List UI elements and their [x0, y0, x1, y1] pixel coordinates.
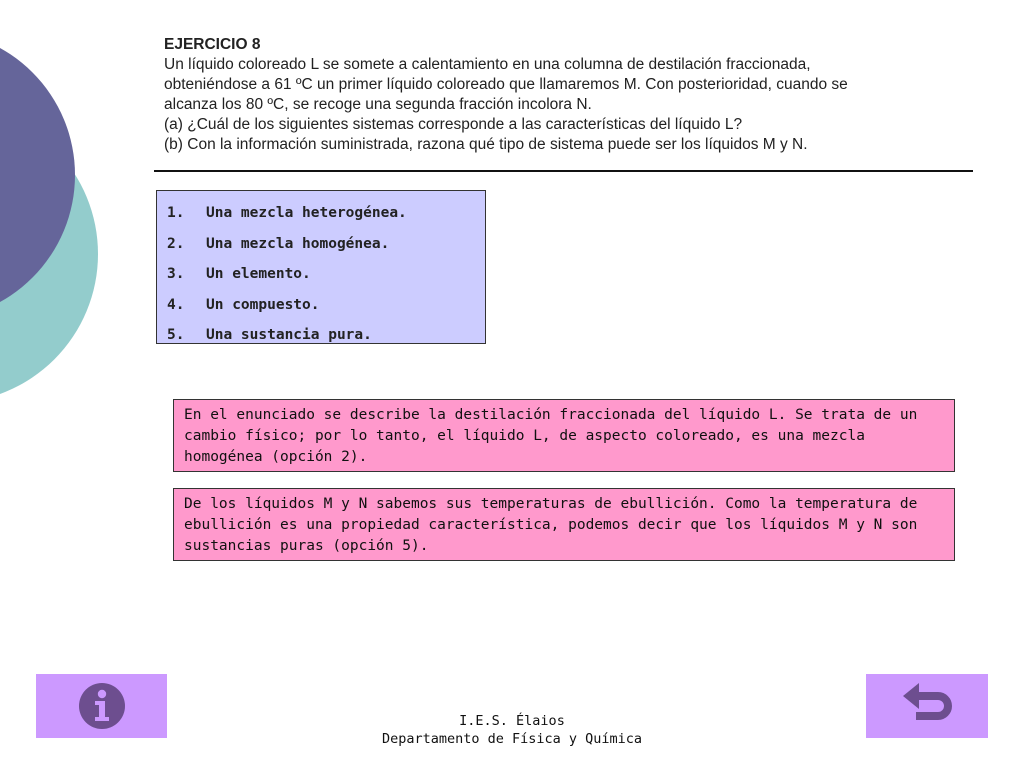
question-a: (a) ¿Cuál de los siguientes sistemas corresponde a las características del líquido L?: [164, 116, 743, 133]
option-number: 5.: [167, 327, 185, 344]
statement-line: Un líquido coloreado L se somete a calentamiento en una columna de destilación fraccionada,: [164, 56, 811, 73]
answer-line: En el enunciado se describe la destilación fraccionada del líquido L. Se trata de un: [184, 407, 918, 423]
question-b: (b) Con la información suministrada, razona qué tipo de sistema puede ser los líquidos M y N.: [164, 136, 808, 153]
info-button[interactable]: [36, 674, 167, 738]
answer-line: homogénea (opción 2).: [184, 449, 368, 465]
option-label: Un compuesto.: [206, 296, 320, 313]
answer-box-a: [173, 399, 955, 472]
answer-box-b: [173, 488, 955, 561]
option-label: Una mezcla heterogénea.: [206, 205, 407, 222]
option-number: 4.: [167, 296, 185, 313]
school-name: I.E.S. Élaios: [459, 713, 565, 729]
options-list: [156, 190, 486, 344]
divider-line: [154, 170, 973, 172]
statement-line: obteniéndose a 61 ºC un primer líquido coloreado que llamaremos M. Con posterioridad, cuando se: [164, 76, 848, 93]
return-button[interactable]: [866, 674, 988, 738]
option-number: 3.: [167, 266, 185, 283]
option-label: Una sustancia pura.: [206, 327, 372, 344]
option-item: [157, 198, 485, 229]
option-label: Un elemento.: [206, 266, 311, 283]
department-name: Departamento de Física y Química: [381, 731, 643, 747]
statement-line: alcanza los 80 ºC, se recoge una segunda fracción incolora N.: [164, 96, 592, 113]
option-label: Una mezcla homogénea.: [206, 235, 390, 252]
return-arrow-icon: [900, 680, 954, 732]
option-number: 1.: [167, 205, 185, 222]
footer: [330, 712, 694, 748]
option-number: 2.: [167, 235, 185, 252]
option-item: [157, 320, 485, 351]
exercise-statement: [164, 35, 984, 155]
answer-line: ebullición es una propiedad característica, podemos decir que los líquidos M y N son: [184, 517, 918, 533]
option-item: [157, 229, 485, 260]
option-item: [157, 259, 485, 290]
exercise-heading: EJERCICIO 8: [164, 36, 261, 53]
option-item: [157, 290, 485, 321]
answer-line: cambio físico; por lo tanto, el líquido L, de aspecto coloreado, es una mezcla: [184, 428, 865, 444]
info-icon: [77, 681, 127, 731]
answer-line: sustancias puras (opción 5).: [184, 538, 429, 554]
answer-line: De los líquidos M y N sabemos sus temperaturas de ebullición. Como la temperatura de: [184, 496, 918, 512]
